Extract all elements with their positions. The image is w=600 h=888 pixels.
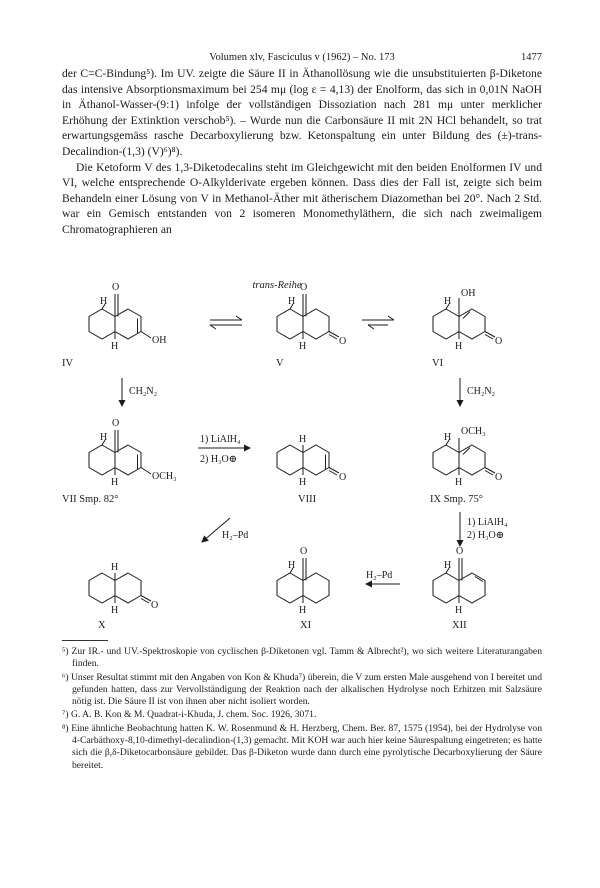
reagent-acid: 2) H₃O⊕ (200, 454, 238, 465)
atom-O: O (151, 600, 159, 611)
paragraph-2: Die Ketoform V des 1,3-Diketodecalins steht im Gleichgewicht mit den beiden Enolformen IV und VI, welche entsprechende O-Alkylderivate ergeben können. Dass dies der Fall ist, zeigte sich beim Behandeln einer Lösung von V in Methanol-Äther mit ätherischem Diazomethan bei 20°. Nach 2 Std. war ein Gemisch entstanden von 2 isomeren Monomethyläthern, die sich nach zweimaligem Chromatographieren an (62, 160, 542, 236)
footnote-7: ⁷) G. A. B. Kon & M. Quadrat-i-Khuda, J. chem. Soc. 1926, 3071. (62, 709, 317, 721)
reagent-acid: 2) H₃O⊕ (467, 530, 505, 541)
structure-X (89, 562, 158, 616)
atom-OCH3: OCH₃ (461, 426, 486, 437)
scheme-drawing (62, 278, 542, 638)
atom-H: H (288, 560, 296, 571)
atom-H: H (100, 296, 108, 307)
arrow-IX-to-XII (460, 512, 508, 546)
body-text (62, 66, 542, 238)
label-XII: XII (452, 620, 467, 631)
structure-IV (89, 282, 166, 352)
structure-VI (433, 288, 502, 352)
arrow-XII-to-XI (366, 570, 400, 584)
atom-O: O (495, 336, 503, 347)
footnote-8: ⁸) Eine ähnliche Beobachtung hatten K. W. Rosenmund & H. Herzberg, Chem. Ber. 87, 1575 (1954), bei der Hydrolyse von 4-Carbäthoxy-8,10-dimethyl-decalindion-(1,3) gemacht. Mit KOH war auch hier keine Säurespaltung eingetreten; es hatte sich die β,δ-Diketocarbonsäure gebildet. Das β-Diketon wurde dann durch eine pyrolytische Decarboxylierung der Säure bereitet. (62, 722, 542, 771)
footnote-rule (62, 640, 108, 641)
arrow-VI-to-IX (460, 378, 495, 406)
atom-O: O (300, 546, 308, 557)
reaction-scheme (62, 278, 542, 638)
footnote-6: ⁶) Unser Resultat stimmt mit den Angaben von Kon & Khuda⁷) überein, die V zum ersten Male ausgehend von I bereitet und gefunden hatten, dass zur Vervollständigung der Reaktion nach der alkalischen Hydrolyse noch Erhitzen mit Salzsäure nötig ist. Die Säure II ist von ihnen aber nicht isoliert worden. (62, 671, 542, 708)
label-X: X (98, 620, 106, 631)
atom-O: O (112, 282, 120, 293)
reagent-hydrogenation: H₂–Pd (366, 570, 393, 581)
atom-H: H (299, 477, 307, 488)
atom-H: H (299, 341, 307, 352)
arrow-VII-to-VIII (198, 434, 250, 465)
atom-OH: OH (152, 335, 167, 346)
atom-O: O (112, 418, 120, 429)
atom-H: H (444, 560, 452, 571)
atom-H: H (455, 477, 463, 488)
atom-H: H (100, 432, 108, 443)
series-title: trans-Reihe (252, 280, 302, 291)
atom-H: H (288, 296, 296, 307)
atom-H: H (111, 562, 119, 573)
page-number: 1477 (521, 52, 542, 63)
equilibrium-arrow-1 (210, 316, 242, 329)
structure-V (277, 282, 346, 352)
footnote-5: ⁵) Zur IR.- und UV.-Spektroskopie von cyclischen β-Diketonen vgl. Tamm & Albrecht²), wo sich weitere Literaturangaben finden. (62, 646, 542, 670)
label-VI: VI (432, 358, 444, 369)
label-V: V (276, 358, 284, 369)
atom-H: H (455, 605, 463, 616)
atom-O: O (300, 282, 308, 293)
atom-O: O (495, 472, 503, 483)
reagent-hydrogenation: H₂–Pd (222, 530, 249, 541)
structure-VII (89, 418, 177, 488)
reagent-diazomethane: CH₂N₂ (467, 386, 496, 397)
atom-O: O (339, 336, 347, 347)
atom-H: H (111, 477, 119, 488)
arrow-IV-to-VII (122, 378, 157, 406)
structure-XI (277, 546, 329, 616)
atom-OCH3: OCH₃ (152, 471, 177, 482)
atom-OH: OH (461, 288, 476, 299)
label-VIII: VIII (298, 494, 317, 505)
label-VII: VII Smp. 82° (62, 494, 119, 505)
arrow-VIII-to-X (202, 518, 248, 542)
atom-H: H (111, 605, 119, 616)
atom-H: H (299, 605, 307, 616)
atom-H: H (455, 341, 463, 352)
paragraph-1: der C=C-Bindung⁵). Im UV. zeigte die Säure II in Äthanollösung wie die unsubstituierten β-Diketone das intensive Absorptionsmaximum bei 254 mμ (log ε = 4,13) der Enolform, das sich in 0,01N NaOH in Äthanol-Wasser-(9:1) infolge der vollständigen Dissoziation nach 281 mμ unter merklicher Erhöhung der Extinktion verschob⁵). – Wurde nun die Carbonsäure II mit 2N HCl behandelt, so trat erwartungsgemäss rasche Decarboxylierung bzw. Ketonspaltung ein unter Bildung des (±)-trans-Decalindion-(1,3) (V)⁶)⁸). (62, 67, 542, 158)
label-XI: XI (300, 620, 312, 631)
structure-XII (433, 546, 485, 616)
atom-O: O (456, 546, 464, 557)
atom-H: H (111, 341, 119, 352)
structure-IX (433, 426, 502, 488)
structure-VIII (277, 434, 346, 488)
label-IV: IV (62, 358, 74, 369)
reagent-lialh4: 1) LiAlH₄ (200, 434, 241, 445)
running-title: Volumen xlv, Fasciculus v (1962) – No. 173 (209, 52, 395, 63)
label-IX: IX Smp. 75° (430, 494, 483, 505)
equilibrium-arrow-2 (362, 316, 394, 329)
atom-H: H (299, 434, 307, 445)
atom-H: H (444, 296, 452, 307)
reagent-diazomethane: CH₂N₂ (129, 386, 158, 397)
atom-H: H (444, 432, 452, 443)
reagent-lialh4: 1) LiAlH₄ (467, 517, 508, 528)
footnotes (62, 646, 542, 773)
atom-O: O (339, 472, 347, 483)
